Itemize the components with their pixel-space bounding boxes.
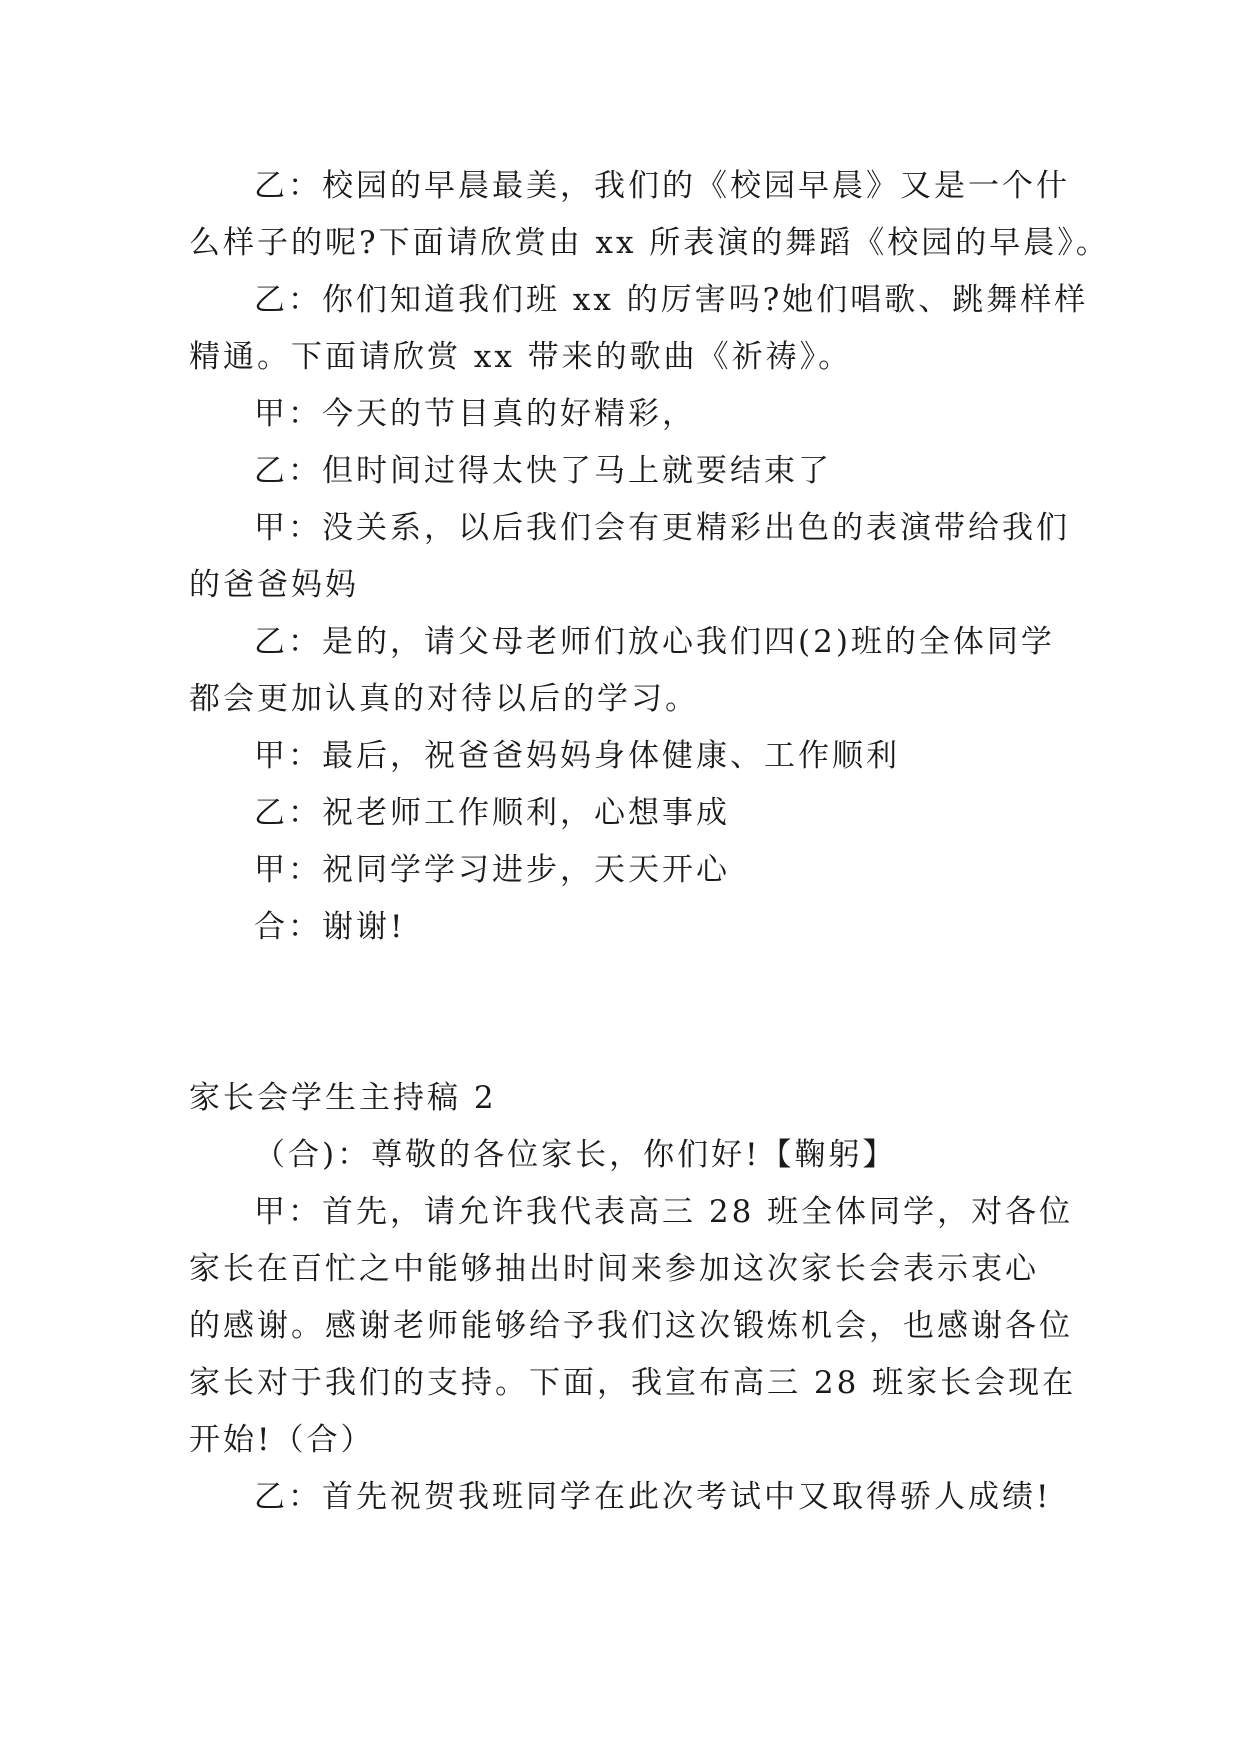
paragraph-line: 家长在百忙之中能够抽出时间来参加这次家长会表示衷心	[189, 1251, 1039, 1287]
paragraph-line: 乙：首先祝贺我班同学在此次考试中又取得骄人成绩!	[254, 1479, 1052, 1515]
paragraph-line: 家长对于我们的支持。下面，我宣布高三 28 班家长会现在	[189, 1365, 1077, 1401]
paragraph-line: 甲：祝同学学习进步，天天开心	[254, 852, 730, 888]
paragraph-line: 甲：最后，祝爸爸妈妈身体健康、工作顺利	[254, 738, 900, 774]
paragraph-line: 都会更加认真的对待以后的学习。	[189, 681, 699, 717]
paragraph-line: 乙：你们知道我们班 xx 的厉害吗?她们唱歌、跳舞样样	[254, 282, 1089, 318]
paragraph-line: 的感谢。感谢老师能够给予我们这次锻炼机会，也感谢各位	[189, 1308, 1073, 1344]
paragraph-line: 乙：但时间过得太快了马上就要结束了	[254, 453, 832, 489]
paragraph-line: 乙：是的，请父母老师们放心我们四(2)班的全体同学	[254, 624, 1055, 660]
paragraph-line: （合)：尊敬的各位家长，你们好!【鞠躬】	[254, 1137, 897, 1173]
paragraph-line: 精通。下面请欣赏 xx 带来的歌曲《祈祷》。	[189, 339, 853, 375]
paragraph-line: 乙：祝老师工作顺利，心想事成	[254, 795, 730, 831]
paragraph-line: 甲：没关系，以后我们会有更精彩出色的表演带给我们	[254, 510, 1070, 546]
section-heading: 家长会学生主持稿 2	[189, 1080, 497, 1116]
paragraph-line: 乙：校园的早晨最美，我们的《校园早晨》又是一个什	[254, 168, 1070, 204]
paragraph-line: 么样子的呢?下面请欣赏由 xx 所表演的舞蹈《校园的早晨》。	[189, 225, 1110, 261]
paragraph-line: 开始!（合）	[189, 1422, 375, 1458]
paragraph-line: 甲：首先，请允许我代表高三 28 班全体同学，对各位	[254, 1194, 1074, 1230]
paragraph-line: 甲：今天的节目真的好精彩，	[254, 396, 696, 432]
paragraph-line: 合：谢谢!	[254, 909, 406, 945]
paragraph-line: 的爸爸妈妈	[189, 567, 359, 603]
